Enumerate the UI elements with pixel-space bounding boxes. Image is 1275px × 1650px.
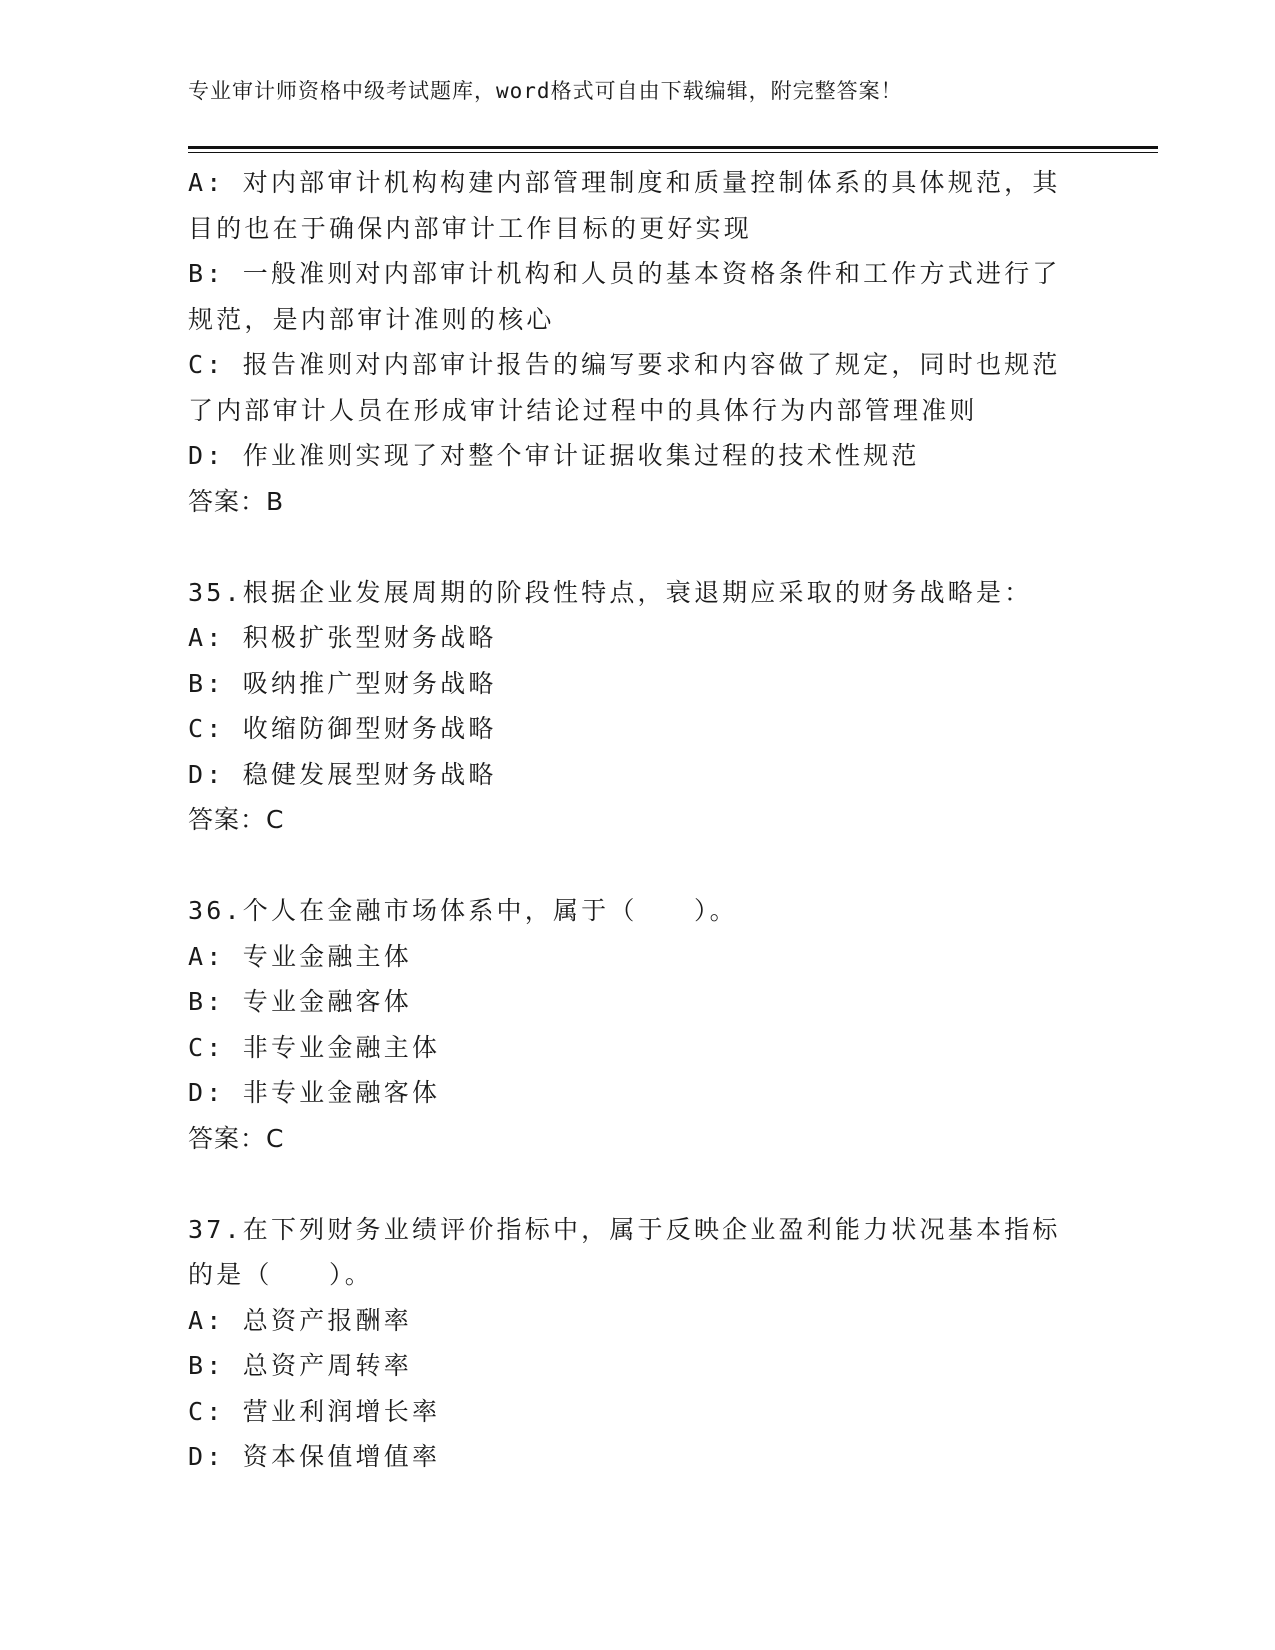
- header-rule-thin: [188, 152, 1158, 153]
- option-d: D: 非专业金融客体: [188, 1078, 441, 1107]
- option-d: D: 资本保值增值率: [188, 1442, 441, 1471]
- question-37: [188, 1207, 1088, 1480]
- option-line: B: 一般准则对内部审计机构和人员的基本资格条件和工作方式进行了: [188, 259, 1061, 288]
- question-stem: 36.个人在金融市场体系中，属于（ ）。: [188, 896, 738, 925]
- option-a: A: 总资产报酬率: [188, 1305, 412, 1335]
- option-b: B: 总资产周转率: [188, 1351, 412, 1380]
- question-stem: 35.根据企业发展周期的阶段性特点，衰退期应采取的财务战略是：: [188, 577, 1033, 607]
- option-a: A: 专业金融主体: [188, 941, 412, 971]
- prev-question: [188, 160, 1088, 524]
- spacer: [188, 524, 1088, 570]
- question-stem: 的是（ ）。: [188, 1260, 373, 1289]
- option-b: B: 吸纳推广型财务战略: [188, 668, 497, 698]
- option-line: 规范，是内部审计准则的核心: [188, 304, 555, 334]
- option-b: B: 专业金融客体: [188, 987, 412, 1016]
- answer-line: 答案：C: [188, 805, 285, 834]
- page-header: 专业审计师资格中级考试题库，word格式可自由下载编辑，附完整答案！: [188, 79, 903, 103]
- question-stem: 37.在下列财务业绩评价指标中，属于反映企业盈利能力状况基本指标: [188, 1214, 1061, 1244]
- question-content: [188, 160, 1088, 1480]
- option-line: 目的也在于确保内部审计工作目标的更好实现: [188, 213, 753, 243]
- option-line: D: 作业准则实现了对整个审计证据收集过程的技术性规范: [188, 441, 920, 470]
- option-c: C: 非专业金融主体: [188, 1032, 441, 1062]
- answer-line: 答案：B: [188, 486, 285, 516]
- option-d: [188, 433, 1088, 479]
- header-rule-thick: [188, 146, 1158, 149]
- spacer: [188, 843, 1088, 889]
- option-c: C: 收缩防御型财务战略: [188, 714, 497, 743]
- answer-line: 答案：C: [188, 1123, 285, 1153]
- question-36: [188, 888, 1088, 1161]
- question-35: [188, 570, 1088, 843]
- option-a: [188, 160, 1088, 251]
- option-line: C: 报告准则对内部审计报告的编写要求和内容做了规定，同时也规范: [188, 350, 1061, 379]
- spacer: [188, 1161, 1088, 1207]
- option-c: [188, 342, 1088, 433]
- option-d: D: 稳健发展型财务战略: [188, 759, 497, 789]
- option-line: 了内部审计人员在形成审计结论过程中的具体行为内部管理准则: [188, 395, 978, 425]
- option-line: A: 对内部审计机构构建内部管理制度和质量控制体系的具体规范，其: [188, 168, 1061, 197]
- option-a: A: 积极扩张型财务战略: [188, 623, 497, 652]
- option-c: C: 营业利润增长率: [188, 1396, 441, 1426]
- option-b: [188, 251, 1088, 342]
